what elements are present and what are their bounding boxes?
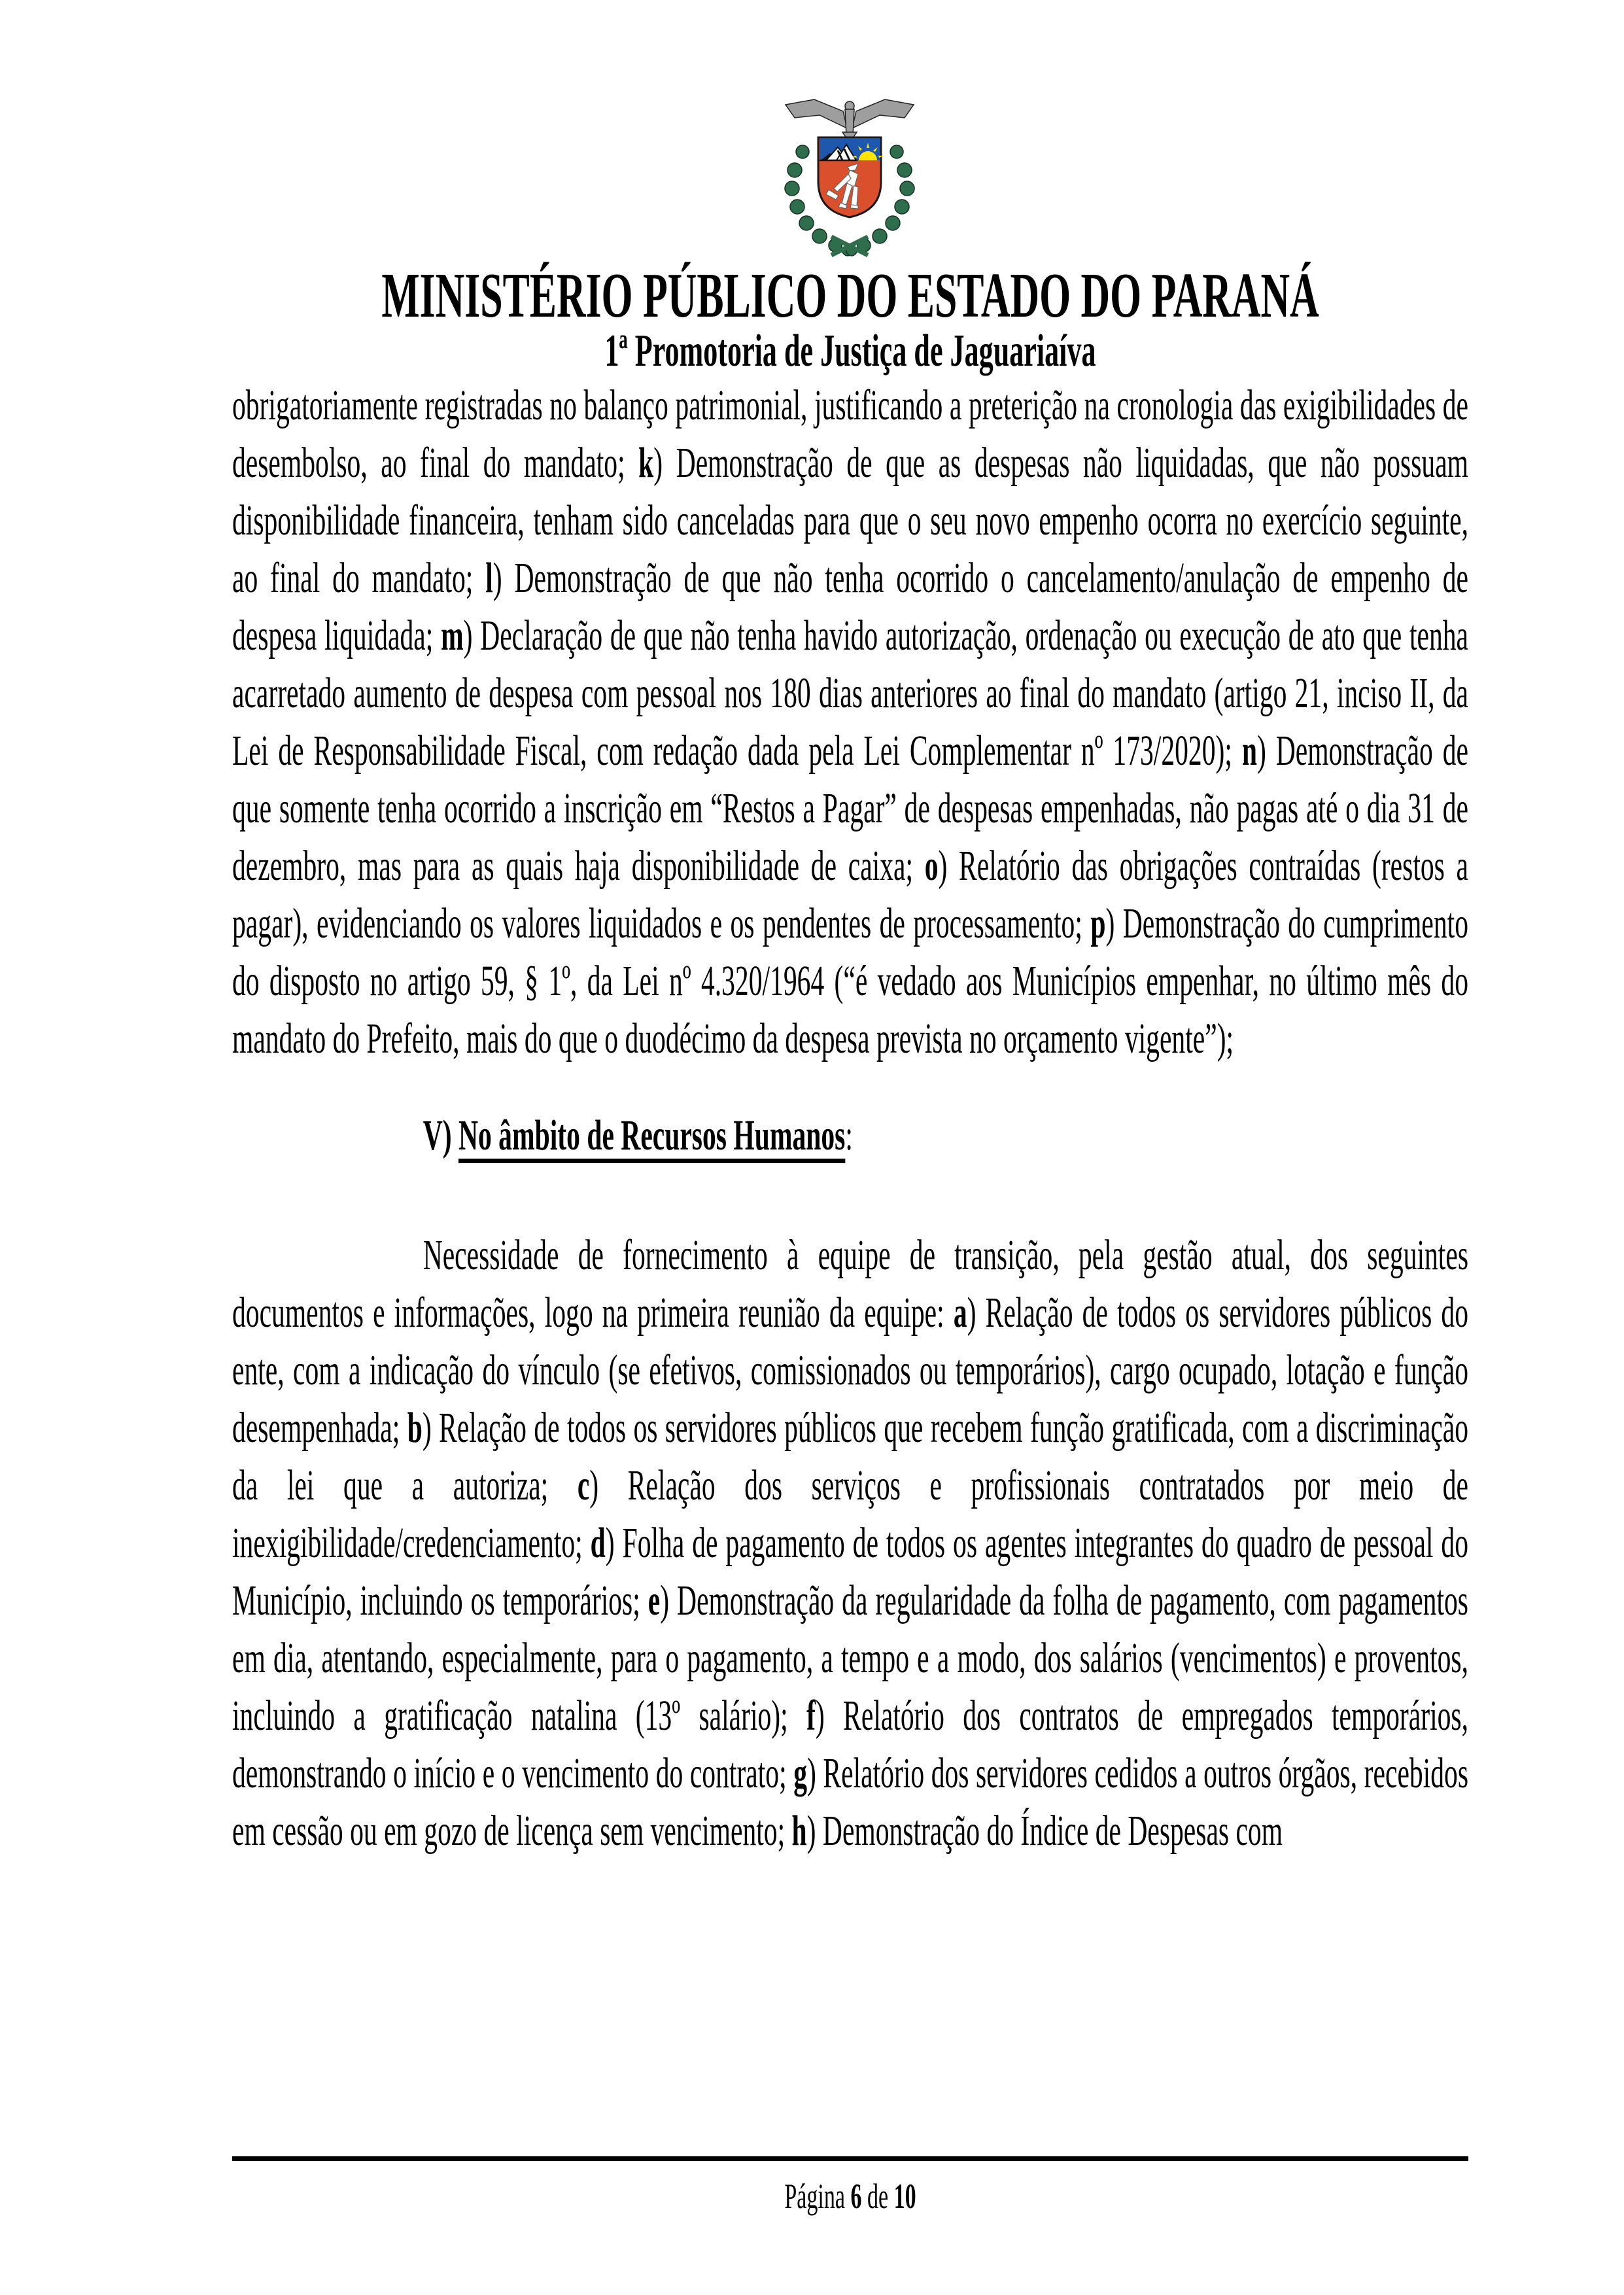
- text-segment: g: [793, 1749, 807, 1797]
- text-segment: Necessidade de fornecimento à equipe de transição, pela gestão atual, dos seguintes documentos e informações, logo na primeira reunião da equipe:: [232, 1231, 1469, 1337]
- section-heading-recursos-humanos: [232, 1107, 1468, 1165]
- text-segment: ) Relatório das obrigações contraídas (restos a pagar), evidenciando os valores liquidados e os pendentes de processamento;: [232, 842, 1468, 947]
- text-segment: b: [407, 1404, 423, 1452]
- paragraph-financial-items: [232, 377, 1468, 1068]
- text-segment: 10: [893, 2177, 916, 2216]
- text-segment: d: [590, 1519, 606, 1567]
- text-segment: de: [861, 2177, 894, 2216]
- text-segment: ) Relação dos serviços e profissionais contratados por meio de inexigibilidade/credenciamento;: [232, 1462, 1468, 1567]
- text-segment: ) Demonstração de que não tenha ocorrido o cancelamento/anulação de empenho de despesa liquidada;: [232, 554, 1468, 659]
- org-title: MINISTÉRIO PÚBLICO DO ESTADO DO PARANÁ: [381, 260, 1319, 331]
- text-segment: ) Demonstração da regularidade da folha de pagamento, com pagamentos em dia, atentando, especialmente, para o pagamento, a tempo e a modo, dos salários (vencimentos) e proventos, incluindo a gratificação natalina (13º salário);: [232, 1577, 1469, 1740]
- text-segment: ) Demonstração de que somente tenha ocorrido a inscrição em “Restos a Pagar” de despesas empenhadas, não pagas até o dia 31 de dezembro, mas para as quais haja disponibilidade de caixa;: [232, 727, 1469, 890]
- text-segment: a: [953, 1289, 967, 1337]
- text-segment: Página: [784, 2177, 851, 2216]
- text-segment: p: [1090, 900, 1106, 947]
- text-segment: ) Demonstração de que as despesas não liquidadas, que não possuam disponibilidade financeira, tenham sido canceladas para que o seu novo empenho ocorra no exercício seguinte, ao final do mandato;: [232, 439, 1468, 602]
- footer-divider: [232, 2156, 1468, 2161]
- text-segment: ) Relatório dos contratos de empregados temporários, demonstrando o início e o vencimento do contrato;: [232, 1692, 1468, 1797]
- text-segment: c: [577, 1462, 590, 1509]
- text-segment: l: [485, 554, 493, 602]
- text-segment: ) Relação de todos os servidores públicos que recebem função gratificada, com a discriminação da lei que a autoriza;: [232, 1404, 1469, 1509]
- org-subtitle: 1ª Promotoria de Justiça de Jaguariaíva: [604, 326, 1096, 376]
- text-segment: ) Relatório dos servidores cedidos a outros órgãos, recebidos em cessão ou em gozo de licença sem vencimento;: [232, 1749, 1468, 1855]
- text-segment: o: [924, 842, 939, 890]
- text-segment: ) Relação de todos os servidores públicos do ente, com a indicação do vínculo (se efetivos, comissionados ou temporários), cargo ocupado, lotação e função desempenhada;: [232, 1289, 1468, 1452]
- text-segment: k: [638, 439, 654, 487]
- text-segment: :: [845, 1112, 853, 1159]
- page-footer: [232, 2156, 1468, 2216]
- text-segment: m: [441, 612, 464, 659]
- page-number: [232, 2177, 1468, 2216]
- text-segment: No âmbito de Recursos Humanos: [458, 1112, 846, 1159]
- text-segment: ) Demonstração do Índice de Despesas com: [806, 1807, 1283, 1855]
- text-segment: f: [806, 1692, 816, 1740]
- text-segment: V): [423, 1112, 458, 1159]
- paragraph-hr-items: [232, 1227, 1468, 1860]
- letterhead: [232, 262, 1468, 374]
- text-segment: ) Folha de pagamento de todos os agentes integrantes do quadro de pessoal do Município, incluindo os temporários;: [232, 1519, 1469, 1624]
- text-segment: n: [1241, 727, 1257, 775]
- text-segment: ) Demonstração do cumprimento do disposto no artigo 59, § 1º, da Lei nº 4.320/1964 (“é vedado aos Municípios empenhar, no último mês do mandato do Prefeito, mais do que o duodécimo da despesa prevista no orçamento vigente”);: [232, 900, 1468, 1062]
- text-segment: h: [791, 1807, 807, 1855]
- text-segment: 6: [850, 2177, 862, 2216]
- text-segment: e: [648, 1577, 661, 1624]
- text-segment: obrigatoriamente registradas no balanço patrimonial, justificando a preterição na cronologia das exigibilidades de desembolso, ao final do mandato;: [232, 381, 1468, 487]
- text-segment: ) Declaração de que não tenha havido autorização, ordenação ou execução de ato que tenha acarretado aumento de despesa com pessoal nos 180 dias anteriores ao final do mandato (artigo 21, inciso II, da Lei de Responsabilidade Fiscal, com redação dada pela Lei Complementar nº 173/2020);: [232, 612, 1469, 775]
- content-column: [232, 0, 1469, 2216]
